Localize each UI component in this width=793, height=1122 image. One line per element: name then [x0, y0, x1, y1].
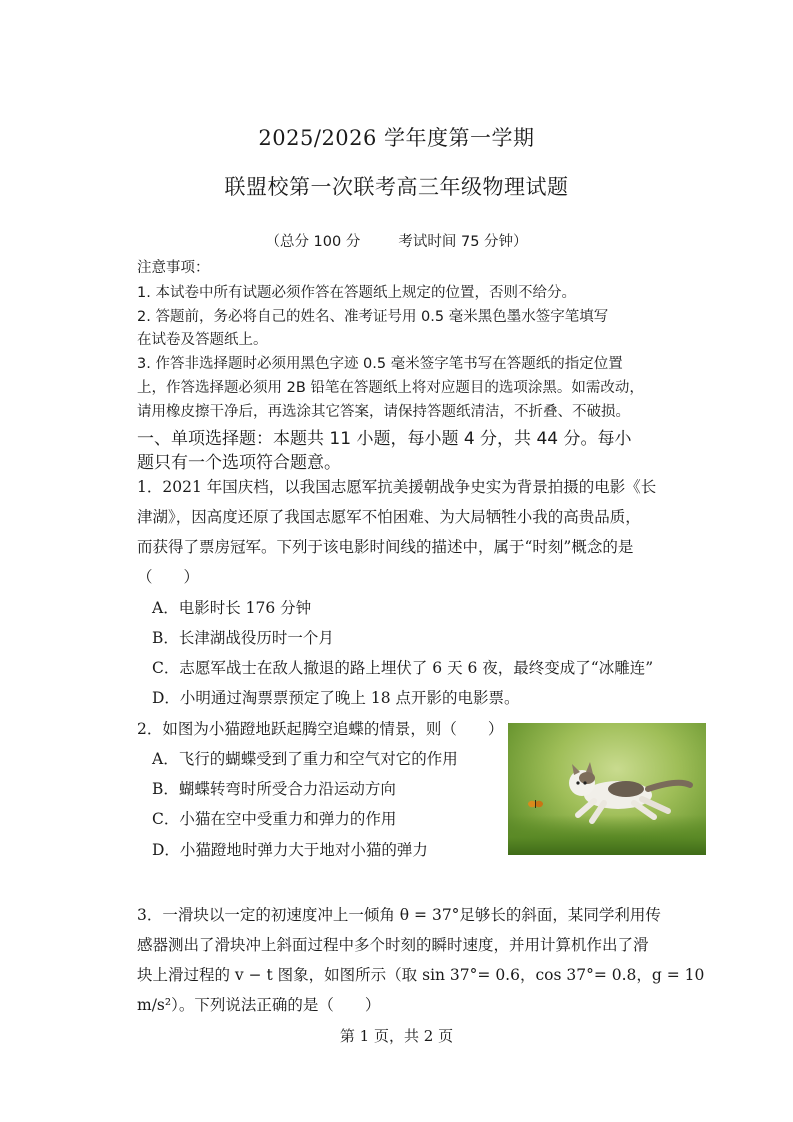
notice-line: 1. 本试卷中所有试题必须作答在答题纸上规定的位置，否则不给分。: [137, 285, 576, 301]
notice-heading: 注意事项：: [137, 260, 210, 276]
score-time-line: [0, 230, 793, 251]
exam-title-line1: 2025/2026 学年度第一学期: [258, 126, 535, 150]
answer-blank: （ ）: [137, 568, 200, 586]
section-heading-cont: 题只有一个选项符合题意。: [137, 453, 341, 473]
question1-stem: 而获得了票房冠军。下列于该电影时间线的描述中，属于“时刻”概念的是: [137, 538, 634, 556]
section-heading: 一、单项选择题：本题共 11 小题，每小题 4 分，共 44 分。每小: [137, 429, 632, 449]
notice-line: 3. 作答非选择题时必须用黑色字迹 0.5 毫米签字笔书写在答题纸的指定位置: [137, 356, 623, 372]
exam-title-line2: 联盟校第一次联考高三年级物理试题: [224, 175, 569, 199]
notice-line: 在试卷及答题纸上。: [137, 332, 268, 348]
question2-option-d: D．小猫蹬地时弹力大于地对小猫的弹力: [152, 841, 428, 859]
question2-option-a: A．飞行的蝴蝶受到了重力和空气对它的作用: [152, 750, 458, 768]
notice-line: 上，作答选择题必须用 2B 铅笔在答题纸上将对应题目的选项涂黑。如需改动，: [137, 380, 644, 396]
notice-line: 请用橡皮擦干净后，再选涂其它答案，请保持答题纸清洁，不折叠、不破损。: [137, 404, 630, 420]
question1-option-c: C．志愿军战士在敌人撤退的路上埋伏了 6 天 6 夜，最终变成了“冰雕连”: [152, 659, 654, 677]
question2-option-c: C．小猫在空中受重力和弹力的作用: [152, 810, 397, 828]
page-footer: 第 1 页，共 2 页: [339, 1027, 454, 1045]
question3-stem: 3．一滑块以一定的初速度冲上一倾角 θ = 37°足够长的斜面，某同学利用传: [137, 906, 661, 924]
butterfly-icon: [528, 800, 543, 808]
question3-stem: 块上滑过程的 v − t 图象，如图所示（取 sin 37°= 0.6，cos 37°= 0.8，g = 10: [137, 966, 705, 984]
exam-time: 考试时间 75 分钟）: [398, 234, 528, 250]
total-score: （总分 100 分: [265, 234, 361, 250]
question1-stem: 津湖》，因高度还原了我国志愿军不怕困难、为大局牺牲小我的高贵品质，: [137, 508, 641, 526]
question1-option-b: B．长津湖战役历时一个月: [152, 629, 334, 647]
question1-option-d: D．小明通过淘票票预定了晚上 18 点开影的电影票。: [152, 689, 520, 707]
question2-option-b: B．蝴蝶转弯时所受合力沿运动方向: [152, 780, 396, 798]
question3-stem: 感器测出了滑块冲上斜面过程中多个时刻的瞬时速度，并用计算机作出了滑: [137, 936, 649, 954]
question1-option-a: A．电影时长 176 分钟: [152, 599, 312, 617]
question3-stem: m/s²）。下列说法正确的是（ ）: [137, 996, 381, 1014]
question2-stem: 2．如图为小猫蹬地跃起腾空追蝶的情景，则（ ）: [137, 720, 504, 738]
cat-butterfly-photo: [508, 723, 706, 855]
cat-illustration: [508, 723, 706, 855]
notice-line: 2. 答题前，务必将自己的姓名、准考证号用 0.5 毫米黑色墨水签字笔填写: [137, 309, 609, 325]
question1-stem: 1．2021 年国庆档，以我国志愿军抗美援朝战争史实为背景拍摄的电影《长: [137, 478, 657, 496]
cat-figure: [569, 762, 690, 821]
